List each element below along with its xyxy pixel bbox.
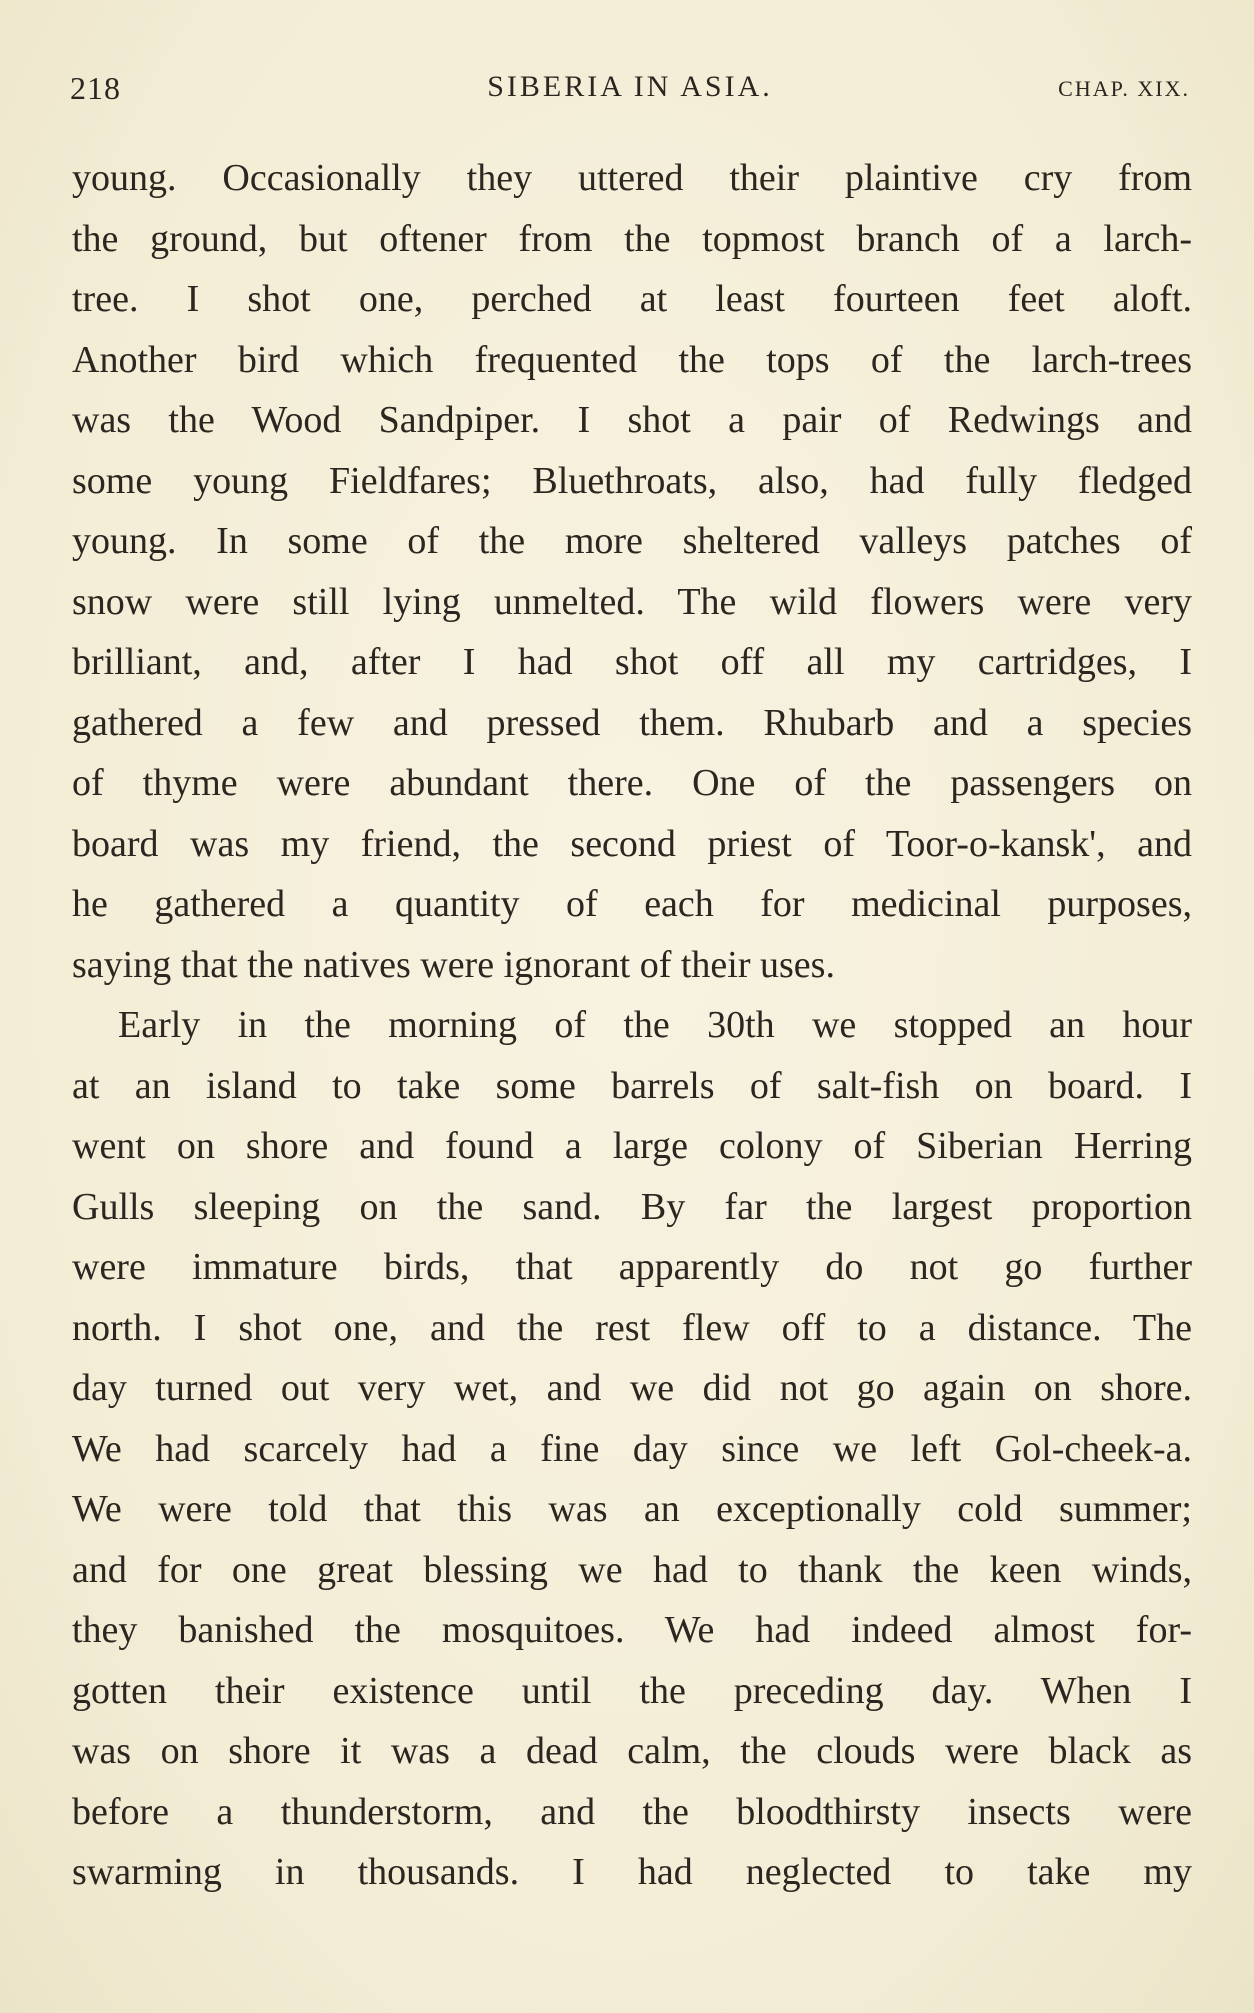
paragraph-start-line: Early in the morning of the 30th we stopped an hour [118,1004,1192,1046]
text-line: before a thunderstorm, and the bloodthirsty insects were [72,1790,1192,1833]
text-line: went on shore and found a large colony of Siberian Herring [72,1125,1192,1167]
text-line: We were told that this was an exceptionally cold summer; [72,1488,1192,1530]
text-line: Another bird which frequented the tops of the larch-trees [72,338,1192,381]
text-line: and for one great blessing we had to thank the keen winds, [72,1548,1192,1591]
page-number: 218 [70,70,121,106]
running-head [70,70,1190,110]
chapter-reference: CHAP. XIX. [1058,76,1190,101]
text-line: gathered a few and pressed them. Rhubarb and a species [72,701,1192,744]
text-line: north. I shot one, and the rest flew off to a distance. The [72,1306,1192,1349]
text-line: was the Wood Sandpiper. I shot a pair of Redwings and [72,399,1192,441]
text-line: brilliant, and, after I had shot off all my cartridges, I [72,641,1192,683]
text-line: young. In some of the more sheltered valleys patches of [72,520,1192,562]
text-line: they banished the mosquitoes. We had indeed almost for- [72,1609,1192,1651]
text-line: tree. I shot one, perched at least fourteen feet aloft. [72,278,1192,320]
text-line: We had scarcely had a fine day since we left Gol-cheek-a. [72,1427,1192,1470]
text-line: Gulls sleeping on the sand. By far the largest proportion [72,1185,1192,1228]
text-line: some young Fieldfares; Bluethroats, also, had fully fledged [72,459,1192,502]
paragraph-end-line: saying that the natives were ignorant of their uses. [72,943,835,986]
text-line: board was my friend, the second priest of Toor-o-kansk', and [72,822,1192,865]
text-line: gotten their existence until the preceding day. When I [72,1669,1192,1712]
text-line: day turned out very wet, and we did not go again on shore. [72,1367,1192,1409]
text-line: the ground, but oftener from the topmost branch of a larch- [72,217,1192,260]
text-line: snow were still lying unmelted. The wild flowers were very [72,580,1192,623]
text-line: of thyme were abundant there. One of the passengers on [72,762,1192,804]
text-line: were immature birds, that apparently do not go further [72,1246,1192,1288]
running-title: SIBERIA IN ASIA. [487,70,773,103]
text-line: young. Occasionally they uttered their plaintive cry from [72,157,1192,199]
text-line: swarming in thousands. I had neglected to take my [72,1851,1192,1893]
text-line: at an island to take some barrels of salt-fish on board. I [72,1064,1192,1107]
body-text [72,148,1192,1903]
text-line: was on shore it was a dead calm, the clouds were black as [72,1730,1192,1772]
text-line: he gathered a quantity of each for medicinal purposes, [72,883,1192,925]
